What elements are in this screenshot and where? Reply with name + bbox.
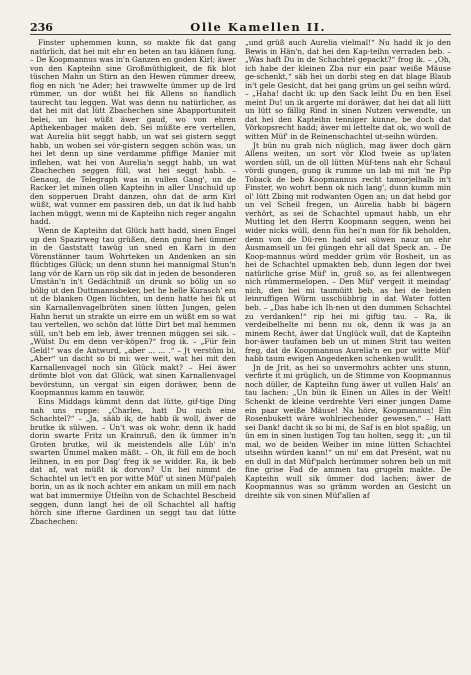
left-column bbox=[30, 39, 236, 526]
page-header bbox=[30, 16, 451, 35]
paragraph: „und grüß auch Aurelia vielmal!“ Nu hadd ik jo den Bewis in Hän'n, dat hei den Kap-teihn verraden beb. – „Was haft Du in de Schachtel gepackt?“ frog ik. – „Oh, ich habe der kleinen Zba nur ein paar weiße Mäuse ge-schenkt,“ säb hei un dorbi steg en dat blage Blaub in't gele Gesicht, dat hei gang grüm un gel seihn würd. – „Haha! dacht ik: up den Sack leiht Du en ben Esel meint Du! un ik argerte mi doräwer, dat hei dat all lütt un lütt so fällig Rind in sinen Nutzen verwendte, un dat hei den Kapteihn tenniger kunne, be doch dat Vörkopsrecht hadd; äwer mi lettelte dat ok, wo woll de witten Müf' in de Reinenschachtel ut-seihn würden. bbox=[245, 38, 451, 142]
page-number: 236 bbox=[30, 21, 53, 34]
paragraph: Jt bün nu grab nich nüglich, mag äwer doch gärn Allens weiten, un sort vör Klod tweie as up'laten worden süll, un de oll lütten Müf-tens nah ehr Schaul vördi gungen, gung ik rumme un lab mi mit 'ne Pip Toback de beb Koopmannus recht tamorjelhalb in't Finster, wo wohrt benn ok nich lang', dunn kumm min ol' lütt Zbing mit rodwanten Ogen an; un dat hebd gor un vel Scheil fregen, un Aurelia habb bi bägern verhört, as sei de Schachtel upmaut habb, un ehr Mutting let den Herrn Koopmann seggen, wenn hei wider nicks wüll, denn fün hei'n man för fik beholden, denn von de Dü-ren hadd sei süwen nauz un ehr Ausmamsell un fei güngen ehr all dat Speck an. – De Koop-mannus würd medder grüm vör Bosheit, un as hei de Schachtel upmakten beb, dunn legen dor twei natürliche grise Müf' in, groß so, as fei allentwegen nich rümmermelopen. – Den Müf' vergeit it meindag' nich, den hei mi taumüitt beb, as hei de beiden leinruffigen Würm usschübbrig in dat Water fotten beb. – „Das habe ich Ih-nen ut den dummen Schachtel zu verdanken!“ rip hei mi giftig tau. – Ra, ik verdeibelhelte mi benn nu ok, denn ik was ja an minem Recht, äwer dat Unglück wull, dat de Kapteihn bor-äwer taufamen beb un ut minen Strit tau weiten freg, dat de Koopmannus Aurelia'n en por witte Müf' habb taum ewigen Angedenken schenken wullt. bbox=[245, 140, 451, 364]
paragraph: Finster uphemmen kunn, so makte fik dat gang natürlich, dat hei mit ehr en beten an tau klänen fung. – De Koopmannus was in'n Ganzen en goden Kirl; äwer von den Kapteihn sine Großmüthigkeit, de fik blot tüschen Mahn un Stirn an den Hewen rümmer dreew, flog en nich 'ne Ader; hei trawwelte ümmer up de Ird rümmer, un dor wüßt hei fik Allens so handlich taurecht tau leggen. Wat was denn nu natürlicher, as dat hei mit dat lütt Zbachechen sine Abapportuniteit belei, un hei wüßt äwer gaud, wo von ehren Apthekenbager maken deb. Sei müßte ere vertellen, wat Aurelia hüt seggt habb, un wat sei gistern seggt habb, un woben sei vör-gistern seggen schön was, un hei let denn up sine verdamme pfiffige Manier mit inflehen, wat hei von Aurelia'n seggt habb, un wat Zbachechen seggen füll, wat hei seggt habb. – Genaug, de Telegraph was in vullen Gang', un de Racker let minen ollen Kapteihn in aller Unschuld up den sopperuen Draht danzen, ohn dat de arm Kirl wüßt, wat vunner em passiren deb, un dat ik lud habb lachen müggt, wenn mi de Kapteihn nich reger angahn hadd. bbox=[30, 38, 236, 227]
running-head: Olle Kamellen II. bbox=[190, 20, 326, 34]
paragraph: Eins Middags kümmt denn dat lütte, gif-tige Ding nah uns ruppe: „Charles, hatt Du nich eine Schachtel?“ – „Ja, sääb ik, de habb ik woll, äwer de brutke ik sülwen. – Un't was ok wohr, denn ik hadd dorin swarte Fritz un Krainruß, den ik ümmer in'n Groten brutke, wil ik meistendels alle Lüb' in'n swarten Ümmel maken mäßt. – Oh, ik füll em de boch leihnen, in en por Dag' freg ik se widder. Ra, ik beb dat af, wat müßt ik dorvon? Un hei nimmt de Schachtel un let't en por witte Müf' ut sinen Müf'paleh borin, un as ik noch achter em ankam un mill em nach wat bat immermiye Ütfeihn von de Schachtel Bescheid seggen, dunn langt hei de oll Schachtel all haftig hörch sine ifterne Gardinen un seggt tau dat lütte Zbachechen: bbox=[30, 396, 236, 526]
text-columns bbox=[30, 39, 451, 526]
paragraph: Jn de Jrit, as hei so unvermohrs achter uns stunn, verfirte it mi grüglich, un de Stimme von Koopmannus noch düller, de Kapteihn fung äwer ut vullen Hals' an tau lachen: „Un bün ik Einen un Alles in der Welt! Schenkt de kleine verdrehte Veri einer jungen Dame ein paar weiße Mäuse! Na höre, Koopmannus! Ein Rosenbukett wäre wohlriechender gewesen.“ – Hatt sei Dank! dacht ik so bi mi, de Saf is en blot spaßig, un ün em in sinen lustigen Tog tau holten, segg it: „un til mal, wo de beiden Weiber im mine lütten Schachtel utseihn würden kann!“ un mi' em dat Presént, wat nu en dull in dat Müf'palch herümmer sohren beb un mit fine grise Fad de ammen tau grugeln makte. De Kapteihn wull sik ümmer dod lachen; äwer de Koopmannus was so grämm worden an Gesicht un dreihte sik von sinen Müf'allen af bbox=[245, 362, 451, 500]
right-column bbox=[245, 39, 451, 526]
paragraph: Wenn de Kapteihn dat Glück hatt hadd, sinen Engel up den Spazirweg tau grüßen, denn gung hei ümmer in de Gaststatt tawüg un sned en Karn in den Vörenstänner taum Wohrteken un Andenken an sin flüchtiges Glück; un denn stunn hei mannigmal Stun'n lang vör de Karn un röp sik dat in jeden de besonderen Umstän'n in't Gedächtniß un drunk so bölig un so bölig ut den Duttmannsbeker, bet he helle Kurasch' em ut de blanken Ogen lüchten, un denn hatte hei fik ut sin Karnallenvagelbrüten sinen lütten Jungen, gelen Hahn herut un strakte un eirre em un wüßt em so wat tau vertellen, wo schön dat lütte Dirt bet mal hemmen süll, un't beb em leb, äwer trennen müggen sei sik. – „Wülst Du em denn ver-köpen?“ frog ik. – „Für fein Geld!“ was de Antwurd, „aber ... ... .“ – Jt verstüm bi, „Aber“ un dacht so bi mi: wer weit, wat hei mit den Karnallenvagel noch sin Glück makt? – Hei äwer drömte blot von dat Glück, wat sinen Karnallenvagel bevörstunn, un vergat sin eigen doräwer, benn de Koopmannus kamm en tauwör. bbox=[30, 226, 236, 398]
